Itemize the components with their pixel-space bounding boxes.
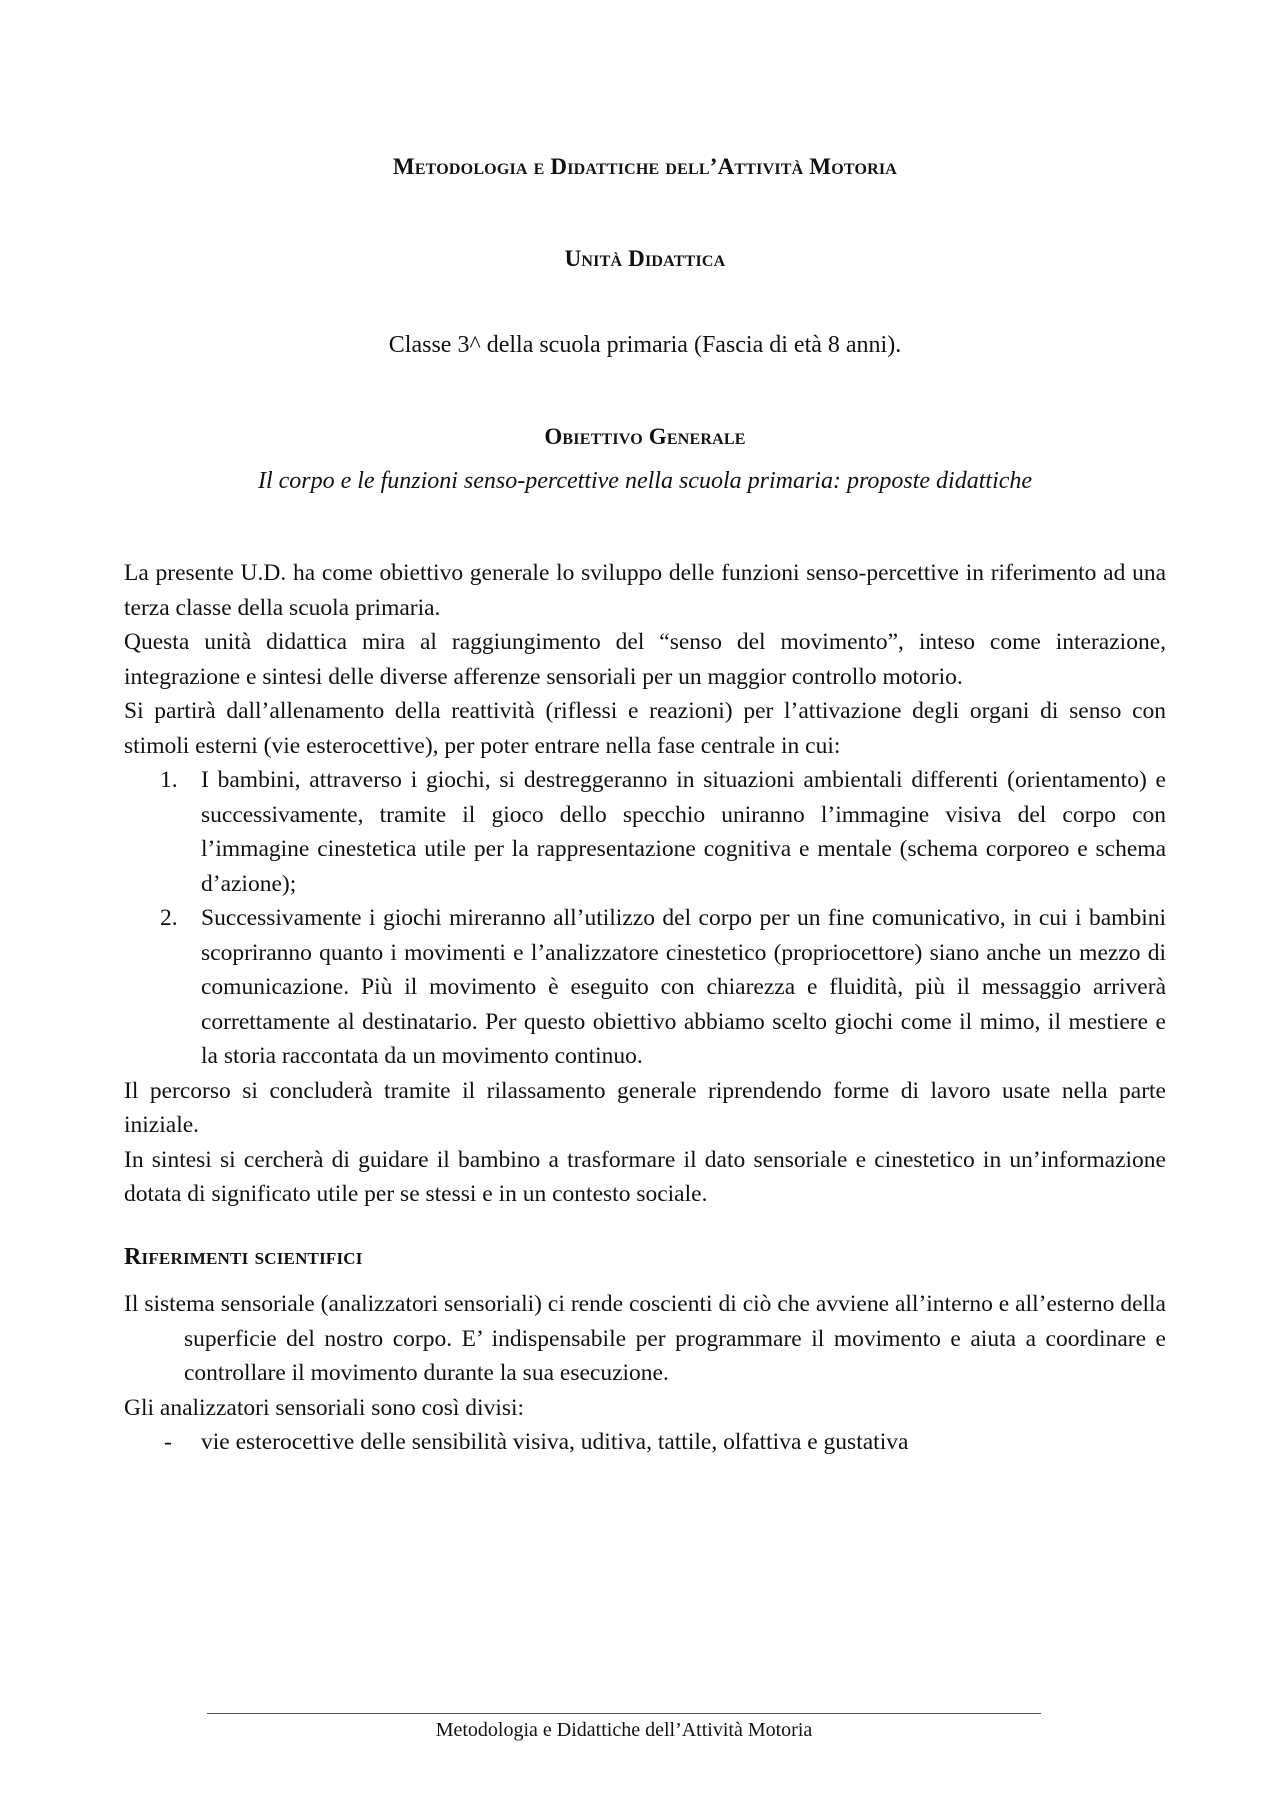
refs-paragraph-1: Il sistema sensoriale (analizzatori sensoriali) ci rende coscienti di ciò che avviene all’interno e all’esterno della superficie del nostro corpo. E’ indispensabile per programmare il movimento e aiuta a coordinare e controllare il movimento durante la sua esecuzione. [124,1291,1166,1386]
refs-section [124,1287,1166,1460]
refs-paragraph-2: Gli analizzatori sensoriali sono così divisi: [124,1394,525,1421]
intro-paragraph-3: Si partirà dall’allenamento della reattività (riflessi e reazioni) per l’attivazione degli organi di senso con stimoli esterni (vie esterocettive), per poter entrare nella fase centrale in cui: [124,698,1166,759]
list-number: 2. [160,905,178,931]
intro-paragraph-1: La presente U.D. ha come obiettivo generale lo sviluppo delle funzioni senso-percettive in riferimento ad una terza classe della scuola primaria. [124,560,1166,621]
class-line: Classe 3^ della scuola primaria (Fascia di età 8 anni). [388,332,902,358]
refs-heading: Riferimenti scientifici [124,1244,363,1270]
list-item-text: Successivamente i giochi mireranno all’utilizzo del corpo per un fine comunicativo, in cui i bambini scopriranno quanto i movimenti e l’analizzatore cinestetico (propriocettore) siano anche un mezzo di comunicazione. Più il movimento è eseguito con chiarezza e fluidità, più il messaggio arriverà correttamente al destinatario. Per questo obiettivo abbiamo scelto giochi come il mimo, il mestiere e la storia raccontata da un movimento continuo. [201,905,1166,1069]
list-item-text: I bambini, attraverso i giochi, si destreggeranno in situazioni ambientali differenti (orientamento) e successivamente, tramite il gioco dello specchio uniranno l’immagine visiva del corpo con l’immagine cinestetica utile per la rappresentazione cognitiva e mentale (schema corporeo e schema d’azione); [201,767,1166,897]
intro-paragraph-2: Questa unità didattica mira al raggiungimento del “senso del movimento”, inteso come interazione, integrazione e sintesi delle diverse afferenze sensoriali per un maggior controllo motorio. [124,629,1166,690]
analyzer-list [124,1425,1166,1460]
list-bullet: - [164,1429,172,1455]
unit-title: Unità Didattica [564,246,726,271]
list-number: 1. [160,767,178,793]
list-item [124,1425,1166,1460]
footer-text: Metodologia e Didattiche dell’Attività Motoria [435,1719,813,1741]
phase-list [124,763,1166,1074]
intro-paragraph-4: Il percorso si concluderà tramite il rilassamento generale riprendendo forme di lavoro usate nella parte iniziale. [124,1077,1166,1138]
intro-paragraph-5: In sintesi si cercherà di guidare il bambino a trasformare il dato sensoriale e cinestetico in un’informazione dotata di significato utile per se stessi e in un contesto sociale. [124,1146,1166,1207]
footer-divider [207,1713,1041,1714]
objective-subtitle: Il corpo e le funzioni senso-percettive nella scuola primaria: proposte didattiche [257,468,1033,494]
intro-section [124,556,1166,1212]
list-item [124,763,1166,901]
objective-heading: Obiettivo Generale [544,424,746,449]
document-title: Metodologia e Didattiche dell’Attività Motoria [392,154,898,179]
list-item-text: vie esterocettive delle sensibilità visiva, uditiva, tattile, olfattiva e gustativa [201,1429,909,1455]
list-item [124,901,1166,1074]
